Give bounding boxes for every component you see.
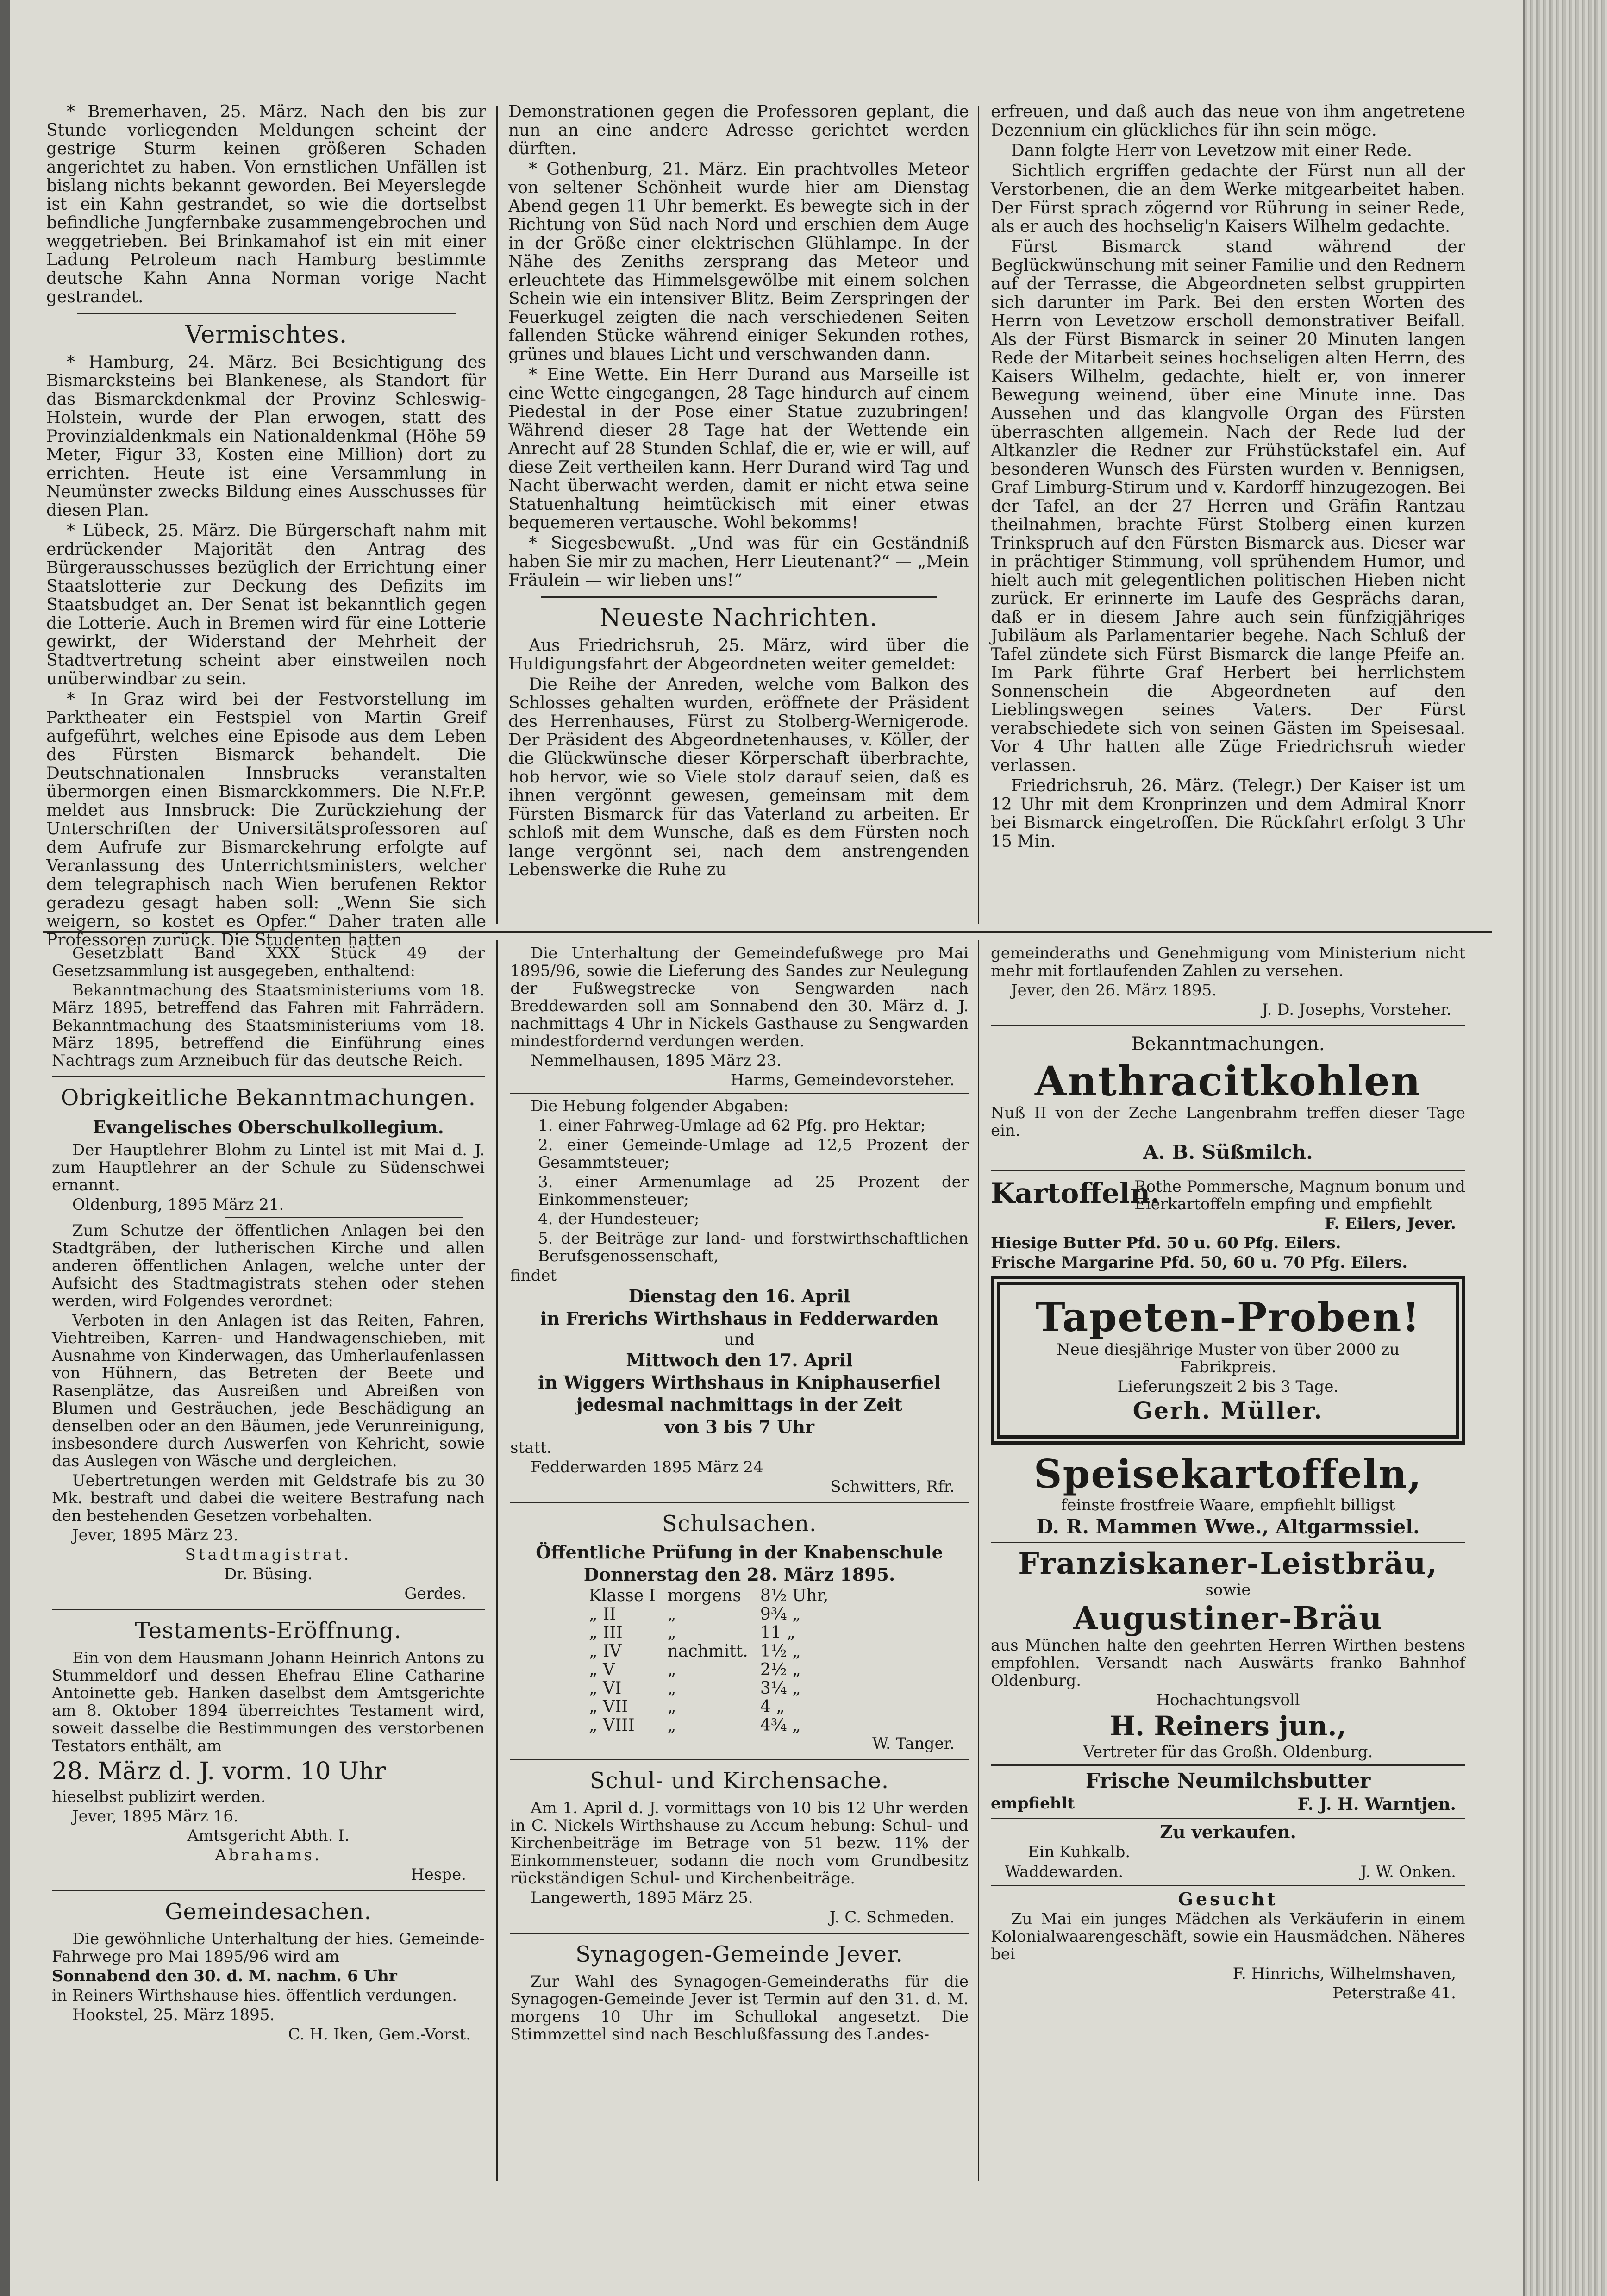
ad-signature: D. R. Mammen Wwe., Altgarmssiel. xyxy=(1036,1515,1420,1538)
notice-highlight: Dienstag den 16. April xyxy=(628,1286,850,1307)
notice-highlight: in Frerichs Wirthshaus in Fedderwarden xyxy=(540,1308,939,1329)
table-cell: 8½ Uhr, xyxy=(760,1586,829,1605)
ad-signature: F. Hinrichs, Wilhelmshaven, xyxy=(1232,1964,1456,1983)
table-row xyxy=(589,1716,840,1735)
ad-signature: H. Reiners jun., xyxy=(1110,1710,1346,1742)
ad-text: Waddewarden. xyxy=(1005,1863,1124,1881)
table-cell: nachmitt. xyxy=(667,1642,748,1661)
divider xyxy=(510,1933,969,1934)
abgaben-list xyxy=(510,1117,969,1265)
table-cell: „ xyxy=(667,1660,676,1679)
divider xyxy=(991,1885,1465,1886)
ad-margarine: Frische Margarine Pfd. 50, 60 u. 70 Pfg. Eilers. xyxy=(991,1253,1408,1272)
notice-text: Verboten in den Anlagen ist das Reiten, Fahren, Viehtreiben, Karren- und Handwagenschieben, mit Ausnahme von Kinderwagen, das Umherlaufenlassen von Hühnern, das Betreten der Beete und Rasenplätze, das Ausreißen und Abreißen von Blumen und Gesträuchen, jede Beschädigung an denselben oder an den Bäumen, jede Verunreinigung, insbesondere durch Auswerfen von Kehricht, sowie das Auslegen von Wäsche und dergleichen. xyxy=(52,1311,485,1470)
notice-text: hieselbst publizirt werden. xyxy=(52,1788,266,1806)
column-divider xyxy=(978,940,979,2181)
notice-date: Jever, den 26. März 1895. xyxy=(1011,981,1217,1000)
notice-date: Hookstel, 25. März 1895. xyxy=(72,2006,275,2024)
notice-signature: Harms, Gemeindevorsteher. xyxy=(730,1071,955,1089)
table-cell: Klasse I xyxy=(589,1586,656,1605)
notice-highlight: Sonnabend den 30. d. M. nachm. 6 Uhr xyxy=(52,1967,397,1985)
ad-text: Zu Mai ein junges Mädchen als Verkäuferin in einem Kolonialwaarengeschäft, sowie ein Hausmädchen. Näheres bei xyxy=(991,1910,1465,1964)
notice-signature: Abrahams. xyxy=(215,1846,322,1864)
article-graz: * In Graz wird bei der Festvorstellung im Parktheater ein Festspiel von Martin Greif aufgeführt, welches eine Episode aus dem Leben des Fürsten Bismarck behandelt. Die Deutschnationalen Innsbrucks veranstalten übermorgen einen Bismarckkommers. Die N.Fr.P. meldet aus Innsbruck: Die Zurückziehung der Unterschriften der Universitätsprofessoren auf dem Aufrufe zur Bismarckehrung erfolgte auf Veranlassung des Unterrichtsministers, welcher dem telegraphisch nach Wien berufenen Rektor geradezu gesagt haben soll: „Wenn Sie sich weigern, so kostet es Opfer.“ Daher traten alle Professoren zurück. Die Studenten hatten xyxy=(46,690,486,950)
divider xyxy=(52,1890,485,1891)
ad-text: Rothe Pommersche, Magnum bonum und Eierkartoffeln empfing und empfiehlt xyxy=(1134,1177,1465,1214)
table-cell: „ IV xyxy=(589,1642,622,1661)
notice-date: Langewerth, 1895 März 25. xyxy=(531,1889,753,1907)
ad-text: feinste frostfreie Waare, empfiehlt billigst xyxy=(1061,1496,1395,1514)
table-cell: „ xyxy=(667,1623,676,1642)
ad-kartoffeln xyxy=(991,1178,1465,1215)
notice-signature: Stadtmagistrat. xyxy=(185,1545,352,1564)
divider xyxy=(52,1076,485,1077)
article-wette: * Eine Wette. Ein Herr Durand aus Marseille ist eine Wette eingegangen, 28 Tage hindurch auf einem Piedestal in der Pose einer Statue zuzubringen! Während dieser 28 Tage hat der Wettende ein Anrecht auf 28 Stunden Schlaf, die er, wie er will, auf diese Zeit vertheilen kann. Herr Durand wird Tag und Nacht überwacht werden, damit er nicht etwa seine Statuenhaltung heimtückisch mit einer etwas bequemeren vertausche. Wohl bekomms! xyxy=(508,365,969,532)
notice-signature: J. D. Josephs, Vorsteher. xyxy=(1262,1001,1451,1019)
upper-column-1 xyxy=(46,102,486,950)
notice-text: Die Hebung folgender Abgaben: xyxy=(531,1097,789,1115)
section-heading-synagogen: Synagogen-Gemeinde Jever. xyxy=(575,1941,903,1967)
article-bremerhaven: * Bremerhaven, 25. März. Nach den bis zur Stunde vorliegenden Meldungen scheint der gestrige Sturm keinen größeren Schaden angerichtet zu haben. Von ernstlichen Unfällen ist bislang nichts bekannt geworden. Bei Meyerslegde ist ein Kahn gestrandet, so wie die dortselbst befindliche Jungfernbake zusammengebrochen und weggetrieben. Bei Brinkamahof ist ein mit einer Ladung Petroleum nach Hamburg bestimmte deutsche Kahn Anna Norman vorige Nacht gestrandet. xyxy=(46,102,486,307)
list-item: 5. der Beiträge zur land- und forstwirthschaftlichen Berufsgenossenschaft, xyxy=(538,1229,969,1265)
table-cell: „ xyxy=(667,1605,676,1624)
section-heading-schulsachen: Schulsachen. xyxy=(662,1511,817,1537)
article-telegram: Friedrichsruh, 26. März. (Telegr.) Der Kaiser ist um 12 Uhr mit dem Kronprinzen und dem Admiral Knorr bei Bismarck eingetroffen. Die Rückfahrt erfolgt 3 Uhr 15 Min. xyxy=(991,776,1465,851)
notice-signature: J. C. Schmeden. xyxy=(829,1908,955,1927)
section-heading-obrigkeitliche: Obrigkeitliche Bekanntmachungen. xyxy=(61,1085,476,1111)
newspaper-page xyxy=(10,0,1523,2296)
ad-franziskaner-title: Franziskaner-Leistbräu, xyxy=(1018,1546,1438,1581)
notice-text: statt. xyxy=(510,1439,552,1457)
table-cell: morgens xyxy=(667,1586,741,1605)
table-cell: 4¾ „ xyxy=(760,1716,801,1735)
table-cell: „ xyxy=(667,1716,676,1735)
table-cell: „ VIII xyxy=(589,1716,635,1735)
ad-augustiner-title: Augustiner-Bräu xyxy=(1073,1600,1383,1637)
lower-column-2 xyxy=(510,945,969,2185)
table-row xyxy=(589,1642,840,1661)
divider xyxy=(77,313,456,314)
lower-column-3 xyxy=(991,945,1465,2185)
column-divider xyxy=(978,106,979,924)
notice-highlight: von 3 bis 7 Uhr xyxy=(664,1416,815,1437)
column-divider xyxy=(496,106,498,924)
section-heading-schul-kirchensache: Schul- und Kirchensache. xyxy=(589,1768,889,1794)
ad-text: aus München halte den geehrten Herren Wirthen bestens empfohlen. Versandt nach Auswärts franko Bahnhof Oldenburg. xyxy=(991,1636,1465,1690)
ad-butter: Hiesige Butter Pfd. 50 u. 60 Pfg. Eilers. xyxy=(991,1234,1341,1252)
notice-text: gemeinderaths und Genehmigung vom Ministerium nicht mehr mit fortlaufenden Zahlen zu versehen. xyxy=(991,944,1465,980)
section-heading-gemeindesachen: Gemeindesachen. xyxy=(165,1899,372,1925)
ad-neumilchsbutter-title: Frische Neumilchsbutter xyxy=(1085,1769,1371,1793)
ad-zu-verkaufen-line xyxy=(991,1863,1465,1881)
ad-speisekartoffeln-title: Speisekartoffeln, xyxy=(1033,1451,1423,1497)
notice-date: Nemmelhausen, 1895 März 23. xyxy=(531,1051,782,1070)
notice-signature: Amtsgericht Abth. I. xyxy=(187,1827,350,1845)
subheading-oberschulkollegium: Evangelisches Oberschulkollegium. xyxy=(93,1117,444,1138)
article-paragraph: Dann folgte Herr von Levetzow mit einer Rede. xyxy=(1011,141,1413,160)
notice-date: Jever, 1895 März 23. xyxy=(72,1526,238,1545)
article-friedrichsruh: Die Reihe der Anreden, welche vom Balkon des Schlosses gehalten wurden, eröffnete der Präsident des Herrenhauses, Fürst zu Stolberg-Wernigerode. Der Präsident des Abgeordnetenhauses, v. Köller, der die Glückwünsche dieser Körperschaft überbrachte, hob hervor, wie so Viele stolz darauf seien, daß es ihnen vergönnt gewesen, gemeinsam mit dem Fürsten Bismarck für das Vaterland zu arbeiten. Er schloß mit dem Wunsche, daß es dem Fürsten noch lange vergönnt sei, nach dem anstrengenden Lebenswerke die Ruhe zu xyxy=(508,675,969,879)
notice-text: Uebertretungen werden mit Geldstrafe bis zu 30 Mk. bestraft und dabei die weitere Bestrafung nach den bestehenden Gesetzen vorbehalten. xyxy=(52,1471,485,1525)
ad-text: sowie xyxy=(1205,1581,1251,1599)
list-item: 2. einer Gemeinde-Umlage ad 12,5 Prozent der Gesammtsteuer; xyxy=(538,1136,969,1172)
ad-signature: J. W. Onken. xyxy=(1360,1863,1456,1881)
ad-tapeten-title: Tapeten-Proben! xyxy=(1035,1294,1421,1341)
notice-text: Die Unterhaltung der Gemeindefußwege pro Mai 1895/96, sowie die Lieferung des Sandes zur Neulegung der Fußwegstrecke von Sengwarden nach Breddewarden soll am Sonnabend den 30. März d. J. nachmittags 4 Uhr in Nickels Gasthause zu Sengwarden mindestfordernd verdungen werden. xyxy=(510,944,969,1051)
notice-text: Zur Wahl des Synagogen-Gemeinderaths für die Synagogen-Gemeinde Jever ist Termin auf den 31. d. M. morgens 10 Uhr im Schullokal angesetzt. Die Stimmzettel sind nach Beschlußfassung des Landes- xyxy=(510,1972,969,2044)
notice-signature: Schwitters, Rfr. xyxy=(830,1477,955,1496)
exam-title: Öffentliche Prüfung in der Knabenschule xyxy=(536,1542,943,1563)
ad-text: Nuß II von der Zeche Langenbrahm treffen dieser Tage ein. xyxy=(991,1104,1465,1140)
article-hamburg: * Hamburg, 24. März. Bei Besichtigung des Bismarcksteins bei Blankenese, als Standort für das Bismarckdenkmal der Provinz Schleswig-Holstein, wurde der Plan erwogen, statt des Provinzialdenkmals ein Nationaldenkmal (Höhe 59 Meter, Figur 33, Kosten eine Million) dort zu errichten. Heute ist eine Versammlung in Neumünster zwecks Bildung eines Ausschusses für diesen Plan. xyxy=(46,353,486,520)
table-row xyxy=(589,1587,840,1605)
divider xyxy=(991,1170,1465,1171)
table-row xyxy=(589,1624,840,1642)
ad-kartoffeln-title: Kartoffeln. xyxy=(991,1177,1160,1210)
divider xyxy=(991,1764,1465,1766)
notice-text: Zum Schutze der öffentlichen Anlagen bei den Stadtgräben, der lutherischen Kirche und allen anderen öffentlichen Anlagen, welche unter der Aufsicht des Stadtmagistrats stehen oder stehen werden, wird Folgendes verordnet: xyxy=(52,1221,485,1310)
ad-text: Lieferungszeit 2 bis 3 Tage. xyxy=(1117,1377,1339,1396)
divider xyxy=(991,1025,1465,1026)
notice-signature: Hespe. xyxy=(411,1865,466,1884)
notice-highlight: jedesmal nachmittags in der Zeit xyxy=(576,1394,903,1415)
table-cell: „ xyxy=(667,1679,676,1698)
column-divider xyxy=(496,940,498,2181)
exam-date: Donnerstag den 28. März 1895. xyxy=(583,1564,895,1585)
notice-signature: Gerdes. xyxy=(404,1584,466,1603)
ad-anthracitkohlen-title: Anthracitkohlen xyxy=(1035,1057,1421,1105)
ad-text: Vertreter für das Großh. Oldenburg. xyxy=(1083,1743,1373,1761)
upper-column-2 xyxy=(508,103,969,927)
table-cell: „ VI xyxy=(589,1679,622,1698)
article-continued: erfreuen, und daß auch das neue von ihm angetretene Dezennium ein glückliches für ihn sein möge. xyxy=(991,102,1465,140)
ad-text: Hochachtungsvoll xyxy=(1156,1691,1300,1709)
ad-text: empfiehlt xyxy=(991,1794,1075,1813)
notice-highlight: in Wiggers Wirthshaus in Kniphauserfiel xyxy=(538,1372,941,1393)
divider xyxy=(225,1217,463,1218)
article-friedrichsruh-intro: Aus Friedrichsruh, 25. März, wird über die Huldigungsfahrt der Abgeordneten weiter gemeldet: xyxy=(508,636,969,674)
article-paragraph: Sichtlich ergriffen gedachte der Fürst nun all der Verstorbenen, die an dem Werke mitgearbeitet haben. Der Fürst sprach zögernd vor Rührung in seiner Rede, als er auch des hochselig'n Kaisers Wilhelm gedachte. xyxy=(991,162,1465,236)
section-heading-vermischtes: Vermischtes. xyxy=(185,321,348,349)
section-heading-testament: Testaments-Eröffnung. xyxy=(135,1618,402,1644)
notice-highlight: 28. März d. J. vorm. 10 Uhr xyxy=(52,1758,386,1785)
ad-signature: Gerh. Müller. xyxy=(1132,1397,1324,1424)
divider xyxy=(541,596,937,598)
section-heading-bekanntmachungen: Bekanntmachungen. xyxy=(1131,1033,1325,1055)
ad-signature: A. B. Süßmilch. xyxy=(1143,1141,1313,1164)
notice-signature: C. H. Iken, Gem.-Vorst. xyxy=(288,2025,471,2044)
notice-text: Ein von dem Hausmann Johann Heinrich Antons zu Stummeldorf und dessen Ehefrau Eline Catharine Antoinette geb. Hanken daselbst dem Amtsgerichte am 8. Oktober 1894 überreichtes Testament wird, soweit dasselbe die Bestimmungen des verstorbenen Testators enthält, am xyxy=(52,1649,485,1755)
divider xyxy=(510,1759,969,1760)
ad-text: Neue diesjährige Muster von über 2000 zu Fabrikpreis. xyxy=(1057,1340,1400,1376)
ad-neumilchsbutter-line xyxy=(991,1795,1465,1814)
notice-highlight: Mittwoch den 17. April xyxy=(626,1350,853,1370)
table-cell: „ xyxy=(667,1697,676,1716)
divider xyxy=(991,1542,1465,1543)
lower-column-1 xyxy=(52,945,485,2185)
notice-date: Fedderwarden 1895 März 24 xyxy=(531,1458,763,1476)
notice-text: Die gewöhnliche Unterhaltung der hies. Gemeinde-Fahrwege pro Mai 1895/96 wird am xyxy=(52,1930,485,1966)
table-cell: 3¼ „ xyxy=(760,1679,801,1698)
table-row xyxy=(589,1679,840,1698)
divider xyxy=(510,1093,969,1094)
divider xyxy=(52,1609,485,1610)
table-cell: „ III xyxy=(589,1623,623,1642)
upper-column-3 xyxy=(991,103,1465,927)
notice-gesetzblatt-content: Bekanntmachung des Staatsministeriums vom 18. März 1895, betreffend das Fahren mit Fahrrädern. Bekanntmachung des Staatsministeriums vom 18. März 1895, betreffend die Einführung eines Nachtrags zum Arzneibuch für das deutsche Reich. xyxy=(52,981,485,1070)
article-gothenburg: * Gothenburg, 21. März. Ein prachtvolles Meteor von seltener Schönheit wurde hier am Dienstag Abend gegen 11 Uhr bemerkt. Es bewegte sich in der Richtung von Süd nach Nord und erschien dem Auge in der Größe einer elektrischen Glühlampe. In der Nähe des Zeniths zersprang das Meteor und erleuchtete das Himmelsgewölbe mit einem solchen Schein wie ein intensiver Blitz. Beim Zerspringen der Feuerkugel zeigten die nach verschiedenen Seiten fallenden Stücke während einiger Sekunden rothes, grünes und blaues Licht und verschwanden dann. xyxy=(508,160,969,364)
article-siegesbewusst: * Siegesbewußt. „Und was für ein Geständniß haben Sie mir zu machen, Herr Lieutenant?“ — „Mein Fräulein — wir lieben uns!“ xyxy=(508,534,969,590)
ad-tapeten-frame xyxy=(991,1276,1465,1445)
ad-zu-verkaufen-title: Zu verkaufen. xyxy=(1160,1821,1296,1842)
notice-signature: W. Tanger. xyxy=(872,1734,955,1753)
book-page-edges xyxy=(1523,0,1607,2296)
section-heading-neueste-nachrichten: Neueste Nachrichten. xyxy=(600,604,878,632)
table-cell: 2½ „ xyxy=(760,1660,801,1679)
divider xyxy=(991,1818,1465,1819)
article-luebeck: * Lübeck, 25. März. Die Bürgerschaft nahm mit erdrückender Majorität den Antrag des Bürgerausschusses bezüglich der Errichtung einer Staatslotterie zur Deckung des Defizits im Staatsbudget an. Der Senat ist bekanntlich gegen die Lotterie. Auch in Bremen wird für eine Lotterie gewirkt, der Widerstand der Mehrheit der Stadtvertretung scheint aber einstweilen noch unüberwindbar zu sein. xyxy=(46,521,486,688)
notice-text: findet xyxy=(510,1266,557,1285)
notice-text: Am 1. April d. J. vormittags von 10 bis 12 Uhr werden in C. Nickels Wirthshause zu Accum hebung: Schul- und Kirchenbeiträge im Betrage von 51 bezw. 11% der Einkommensteuer, sodann die noch vom Grundbesitz rückständigen Schul- und Kirchenbeiträge. xyxy=(510,1799,969,1888)
table-cell: „ II xyxy=(589,1605,616,1624)
exam-schedule-table xyxy=(589,1587,840,1735)
table-cell: „ V xyxy=(589,1660,615,1679)
notice-text: und xyxy=(724,1330,755,1349)
table-row xyxy=(589,1605,840,1624)
list-item: 4. der Hundesteuer; xyxy=(538,1210,700,1228)
notice-text: Der Hauptlehrer Blohm zu Lintel ist mit Mai d. J. zum Hauptlehrer an der Schule zu Südenschwei ernannt. xyxy=(52,1141,485,1195)
notice-date: Oldenburg, 1895 März 21. xyxy=(72,1195,284,1214)
table-cell: 1½ „ xyxy=(760,1642,801,1661)
table-cell: 9¾ „ xyxy=(760,1605,801,1624)
notice-text: in Reiners Wirthshause hies. öffentlich verdungen. xyxy=(52,1986,457,2005)
table-row xyxy=(589,1661,840,1679)
table-cell: 11 „ xyxy=(760,1623,795,1642)
ad-signature: Peterstraße 41. xyxy=(1332,1984,1456,2002)
ad-text: Ein Kuhkalb. xyxy=(1028,1843,1131,1861)
ad-signature: F. Eilers, Jever. xyxy=(1324,1214,1456,1233)
list-item: 1. einer Fahrweg-Umlage ad 62 Pfg. pro Hektar; xyxy=(538,1116,926,1135)
notice-gesetzblatt: Gesetzblatt Band XXX Stück 49 der Gesetzsammlung ist ausgegeben, enthaltend: xyxy=(52,944,485,980)
ad-signature: F. J. H. Warntjen. xyxy=(1297,1795,1456,1814)
article-continued: Demonstrationen gegen die Professoren geplant, die nun an eine andere Adresse gerichtet werden dürften. xyxy=(508,102,969,158)
article-paragraph: Fürst Bismarck stand während der Beglückwünschung mit seiner Familie und den Rednern auf der Terrasse, die Abgeordneten selbst gruppirten sich darunter im Park. Bei den ersten Worten des Herrn von Levetzow erscholl demonstrativer Beifall. Als der Fürst Bismarck in seiner 20 Minuten langen Rede der Mitarbeit seines hochseligen alten Herrn, des Kaisers Wilhelm, gedachte, hielt er, von innerer Bewegung weinend, über eine Minute inne. Das Aussehen und das klangvolle Organ des Fürsten überraschten allgemein. Nach der Rede lud der Altkanzler die Redner zur Frühstückstafel ein. Auf besonderen Wunsch des Fürsten wurden v. Bennigsen, Graf Limburg-Stirum und v. Kardorff hinzugezogen. Bei der Tafel, an der 27 Herren und Gräfin Rantzau theilnahmen, brachte Fürst Stolberg einen kurzen Trinkspruch auf den Fürsten Bismarck aus. Dieser war in prächtiger Stimmung, voll sprühendem Humor, und hielt auch mit gelegentlichen politischen Hieben nicht zurück. Er erinnerte im Laufe des Gesprächs daran, daß er in diesem Jahre auch sein fünfzigjähriges Jubiläum als Parlamentarier begehe. Nach Schluß der Tafel zündete sich Fürst Bismarck die lange Pfeife an. Im Park führte Graf Herbert bei herrlichstem Sonnenschein die Abgeordneten auf den Lieblingswegen seines Vaters. Der Fürst verabschiedete sich von seinen Gästen im Speisesaal. Vor 4 Uhr hatten alle Züge Friedrichsruh wieder verlassen. xyxy=(991,238,1465,775)
notice-signature: Dr. Büsing. xyxy=(224,1565,313,1583)
table-cell: 4 „ xyxy=(760,1697,785,1716)
notice-date: Jever, 1895 März 16. xyxy=(72,1807,238,1826)
table-row xyxy=(589,1698,840,1716)
table-cell: „ VII xyxy=(589,1697,628,1716)
divider xyxy=(510,1502,969,1503)
ad-gesucht-title: Gesucht xyxy=(1178,1889,1278,1909)
list-item: 3. einer Armenumlage ad 25 Prozent der Einkommensteuer; xyxy=(538,1173,969,1209)
